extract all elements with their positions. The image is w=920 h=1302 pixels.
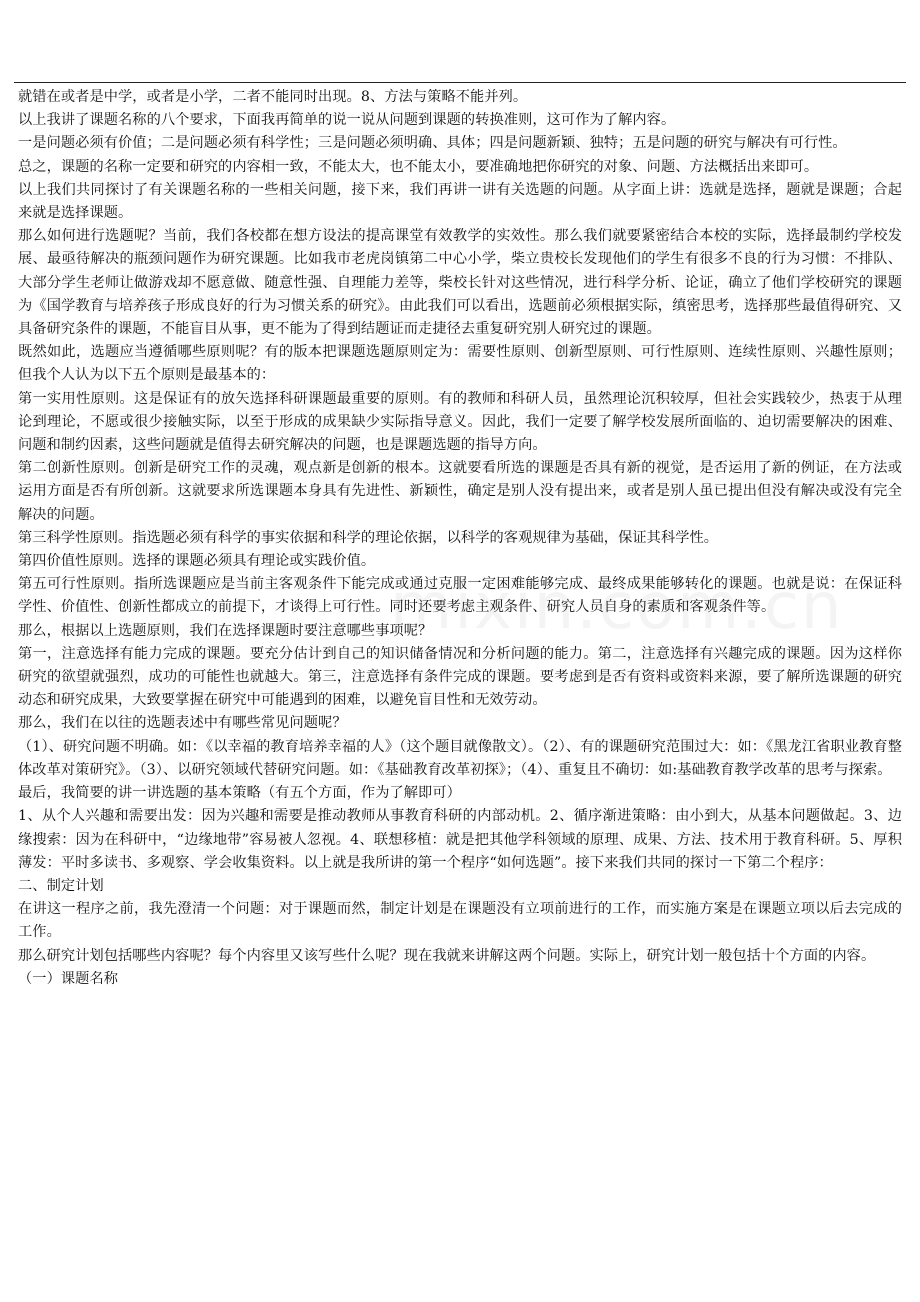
paragraph: 以上我们共同探讨了有关课题名称的一些相关问题，接下来，我们再讲一讲有关选题的问题。从字面上讲：选就是选择，题就是课题；合起来就是选择课题。 xyxy=(18,181,902,222)
paragraph: 第四价值性原则。选择的课题必须具有理论或实践价值。 xyxy=(18,553,376,570)
paragraph: 一是问题必须有价值；二是问题必须有科学性；三是问题必须明确、具体；四是问题新颖、独特；五是问题的研究与解决有可行性。 xyxy=(18,135,847,152)
paragraph: 以上我讲了课题名称的八个要求，下面我再简单的说一说从问题到课题的转换准则，这可作为了解内容。 xyxy=(18,112,676,129)
paragraph: 那么，我们在以往的选题表述中有哪些常见问题呢？ xyxy=(18,715,347,732)
document-body xyxy=(18,86,902,991)
paragraph: 第三科学性原则。指选题必须有科学的事实依据和科学的理论依据，以科学的客观规律为基础，保证其科学性。 xyxy=(18,529,719,546)
paragraph: 在讲这一程序之前，我先澄清一个问题：对于课题而然，制定计划是在课题没有立项前进行的工作，而实施方案是在课题立项以后去完成的工作。 xyxy=(18,901,902,941)
subsection-heading: （一）课题名称 xyxy=(18,970,119,987)
paragraph: 总之，课题的名称一定要和研究的内容相一致，不能太大，也不能太小，要准确地把你研究的对象、问题、方法概括出来即可。 xyxy=(18,158,819,175)
paragraph: 那么研究计划包括哪些内容呢？每个内容里又该写些什么呢？现在我就来讲解这两个问题。实际上，研究计划一般包括十个方面的内容。 xyxy=(18,947,876,964)
paragraph: 第二创新性原则。创新是研究工作的灵魂，观点新是创新的根本。这就要看所选的课题是否具有新的视觉，是否运用了新的例证，在方法或运用方面是否有所创新。这就要求所选课题本身具有先进性、新颖性，确定是别人没有提出来，或者是别人虽已提出但没有解决或没有完全解决的问题。 xyxy=(18,460,902,523)
paragraph: 最后，我简要的讲一讲选题的基本策略（有五个方面，作为了解即可） xyxy=(18,785,461,802)
paragraph: 1、从个人兴趣和需要出发：因为兴趣和需要是推动教师从事教育科研的内部动机。2、循序渐进策略：由小到大，从基本问题做起。3、边缘搜索：因为在科研中，“边缘地带”容易被人忽视。4、联想移植：就是把其他学科领域的原理、成果、方法、技术用于教育科研。5、厚积薄发：平时多读书、多观察、学会收集资料。以上就是我所讲的第一个程序“如何选题”。接下来我们共同的探讨一下第二个程序： xyxy=(18,808,902,871)
paragraph: 那么如何进行选题呢？当前，我们各校都在想方设法的提高课堂有效教学的实效性。那么我们就要紧密结合本校的实际，选择最制约学校发展、最亟待解决的瓶颈问题作为研究课题。比如我市老虎岗镇第二中心小学，柴立贵校长发现他们的学生有很多不良的行为习惯：不排队、大部分学生老师让做游戏却不愿意做、随意性强、自理能力差等，柴校长针对这些情况，进行科学分析、论证，确立了他们学校研究的课题为《国学教育与培养孩子形成良好的行为习惯关系的研究》。由此我们可以看出，选题前必须根据实际，缜密思考，选择那些最值得研究、又具备研究条件的课题，不能盲目从事，更不能为了得到结题证而走捷径去重复研究别人研究过的课题。 xyxy=(18,228,902,338)
section-heading: 二、制定计划 xyxy=(18,877,104,894)
paragraph: 那么，根据以上选题原则，我们在选择课题时要注意哪些事项呢？ xyxy=(18,622,433,639)
paragraph: （1）、研究问题不明确。如：《以幸福的教育培养幸福的人》（这个题目就像散文）。（2）、有的课题研究范围过大：如：《黑龙江省职业教育整体改革对策研究》。（3）、以研究领域代替研究问题。如：《基础教育改革初探》；（4）、重复且不确切：如:基础教育教学改革的思考与探索。 xyxy=(18,738,902,778)
paragraph: 第一实用性原则。这是保证有的放矢选择科研课题最重要的原则。有的教师和科研人员，虽然理论沉积较厚，但社会实践较少，热衷于从理论到理论，不愿或很少接触实际，以至于形成的成果缺少实际指导意义。因此，我们一定要了解学校发展所面临的、迫切需要解决的困难、问题和制约因素，这些问题就是值得去研究解决的问题，也是课题选题的指导方向。 xyxy=(18,390,902,454)
paragraph: 就错在或者是中学，或者是小学，二者不能同时出现。8、方法与策略不能并列。 xyxy=(18,89,528,105)
paragraph: 既然如此，选题应当遵循哪些原则呢？有的版本把课题选题原则定为：需要性原则、创新型原则、可行性原则、连续性原则、兴趣性原则；但我个人认为以下五个原则是最基本的： xyxy=(18,344,902,384)
paragraph: 第一，注意选择有能力完成的课题。要充分估计到自己的知识储备情况和分析问题的能力。第二，注意选择有兴趣完成的课题。因为这样你研究的欲望就强烈，成功的可能性也就越大。第三，注意选择有条件完成的课题。要考虑到是否有资料或资料来源，要了解所选课题的研究动态和研究成果，大致要掌握在研究中可能遇到的困难，以避免盲目性和无效劳动。 xyxy=(18,645,902,709)
header-rule xyxy=(14,82,906,83)
paragraph: 第五可行性原则。指所选课题应是当前主客观条件下能完成或通过克服一定困难能够完成、最终成果能够转化的课题。也就是说：在保证科学性、价值性、创新性都成立的前提下，才谈得上可行性。同时还要考虑主观条件、研究人员自身的素质和客观条件等。 xyxy=(18,576,902,616)
